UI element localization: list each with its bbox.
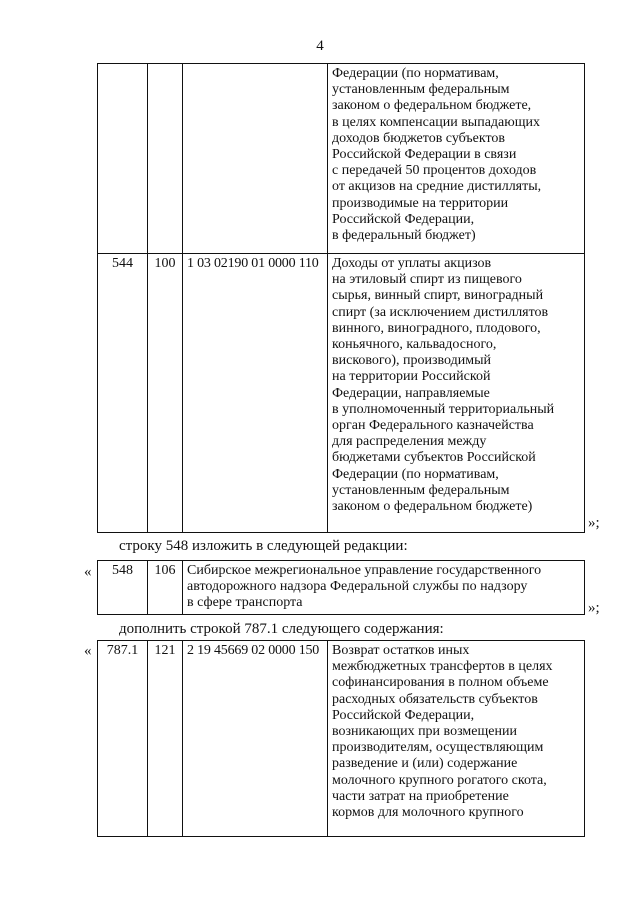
budget-table-row-548 [97,560,585,615]
table-cell-kbk: 2 19 45669 02 0000 150 [183,641,328,837]
table-cell-code [148,64,183,254]
budget-table-continued [97,63,585,533]
table-cell-kbk: 1 03 02190 01 0000 110 [183,254,328,533]
table-cell-num: 544 [98,254,148,533]
table-cell-description: Доходы от уплаты акцизов на этиловый спирт из пищевого сырья, винный спирт, виноградный спирт (за исключением дистиллятов винного, виноградного, плодового, коньячного, кальвадосного, вискового), производимый на территории Российской Федерации, направляемые в уполномоченный территориальный орган Федерального казначейства для распределения между бюджетами субъектов Российской Федерации (по нормативам, установленным федеральным законом о федеральном бюджете) [328,254,585,533]
table-cell-description: Возврат остатков иных межбюджетных трансфертов в целях софинансирования в полном объеме расходных обязательств субъектов Российской Федерации, возникающих при возмещении производителям, осуществляющим разведение и (или) содержание молочного крупного рогатого скота, части затрат на приобретение кормов для молочного крупного [328,641,585,837]
table-row-544 [98,254,585,533]
table-cell-code: 121 [148,641,183,837]
table-row-continuation [98,64,585,254]
closing-quote: »; [588,600,600,616]
opening-quote: « [84,643,92,659]
table-cell-code: 106 [148,561,183,615]
table-cell-num: 787.1 [98,641,148,837]
table-cell-code: 100 [148,254,183,533]
closing-quote: »; [588,515,600,531]
instruction-paragraph: дополнить строкой 787.1 следующего содержания: [119,621,444,637]
table-cell-kbk [183,64,328,254]
table-cell-num: 548 [98,561,148,615]
table-cell-description: Сибирское межрегиональное управление государственного автодорожного надзора Федеральной службы по надзору в сфере транспорта [183,561,585,615]
table-row-787-1 [98,641,585,837]
page-number: 4 [316,38,324,54]
instruction-paragraph: строку 548 изложить в следующей редакции: [119,538,408,554]
table-cell-description: Федерации (по нормативам, установленным федеральным законом о федеральном бюджете, в целях компенсации выпадающих доходов бюджетов субъектов Российской Федерации в связи с передачей 50 процентов доходов от акцизов на средние дистилляты, производимые на территории Российской Федерации, в федеральный бюджет) [328,64,585,254]
budget-table-row-787-1 [97,640,585,837]
table-cell-num [98,64,148,254]
opening-quote: « [84,564,92,580]
table-row-548 [98,561,585,615]
